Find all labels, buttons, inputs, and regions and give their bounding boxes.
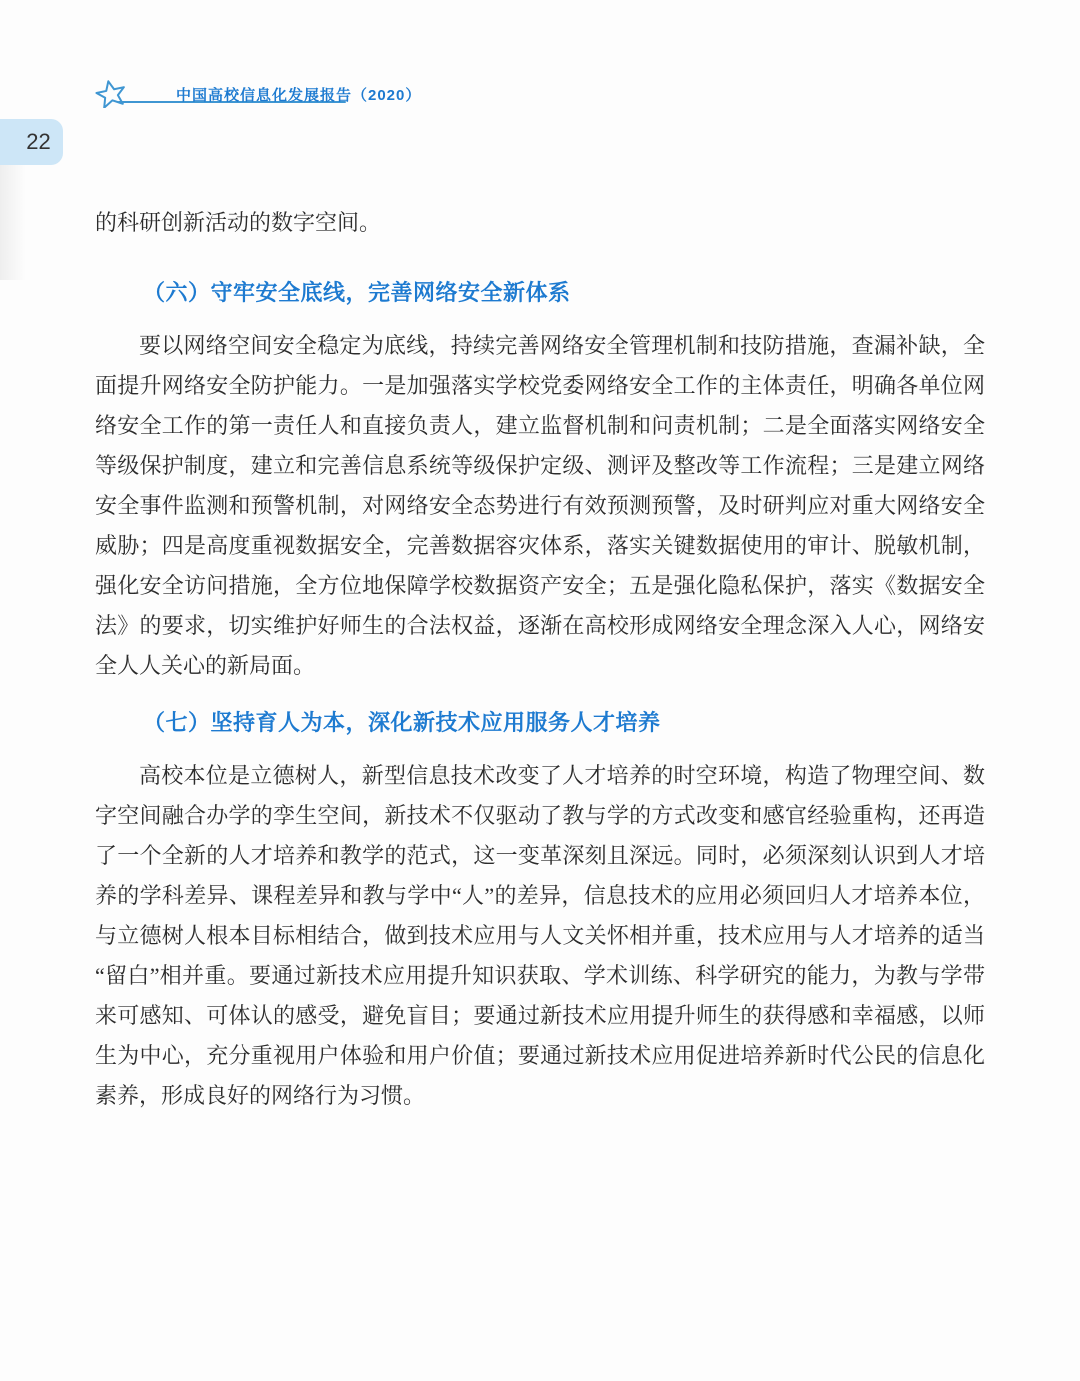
scan-edge-shadow xyxy=(0,160,26,280)
section-paragraph-6: 要以网络空间安全稳定为底线，持续完善网络安全管理机制和技防措施，查漏补缺，全面提升网络安全防护能力。一是加强落实学校党委网络安全工作的主体责任，明确各单位网络安全工作的第一责任人和直接负责人，建立监督机制和问责机制；二是全面落实网络安全等级保护制度，建立和完善信息系统等级保护定级、测评及整改等工作流程；三是建立网络安全事件监测和预警机制，对网络安全态势进行有效预测预警，及时研判应对重大网络安全威胁；四是高度重视数据安全，完善数据容灾体系，落实关键数据使用的审计、脱敏机制，强化安全访问措施，全方位地保障学校数据资产安全；五是强化隐私保护，落实《数据安全法》的要求，切实维护好师生的合法权益，逐渐在高校形成网络安全理念深入人心，网络安全人人关心的新局面。 xyxy=(95,333,985,678)
section-paragraph-7: 高校本位是立德树人，新型信息技术改变了人才培养的时空环境，构造了物理空间、数字空间融合办学的孪生空间，新技术不仅驱动了教与学的方式改变和感官经验重构，还再造了一个全新的人才培养和教学的范式，这一变革深刻且深远。同时，必须深刻认识到人才培养的学科差异、课程差异和教与学中“人”的差异，信息技术的应用必须回归人才培养本位，与立德树人根本目标相结合，做到技术应用与人文关怀相并重，技术应用与人才培养的适当“留白”相并重。要通过新技术应用提升知识获取、学术训练、科学研究的能力，为教与学带来可感知、可体认的感受，避免盲目；要通过新技术应用提升师生的获得感和幸福感，以师生为中心，充分重视用户体验和用户价值；要通过新技术应用促进培养新时代公民的信息化素养，形成良好的网络行为习惯。 xyxy=(95,763,985,1108)
intro-line: 的科研创新活动的数字空间。 xyxy=(95,210,382,235)
section-heading-6: （六）守牢安全底线，完善网络安全新体系 xyxy=(143,280,571,305)
page-header xyxy=(0,0,1080,140)
page-number-badge xyxy=(0,119,63,165)
page-number: 22 xyxy=(26,129,51,154)
report-title: 中国高校信息化发展报告（2020） xyxy=(176,87,422,104)
star-outline-icon xyxy=(94,80,128,108)
section-heading-7: （七）坚持育人为本，深化新技术应用服务人才培养 xyxy=(143,710,661,735)
